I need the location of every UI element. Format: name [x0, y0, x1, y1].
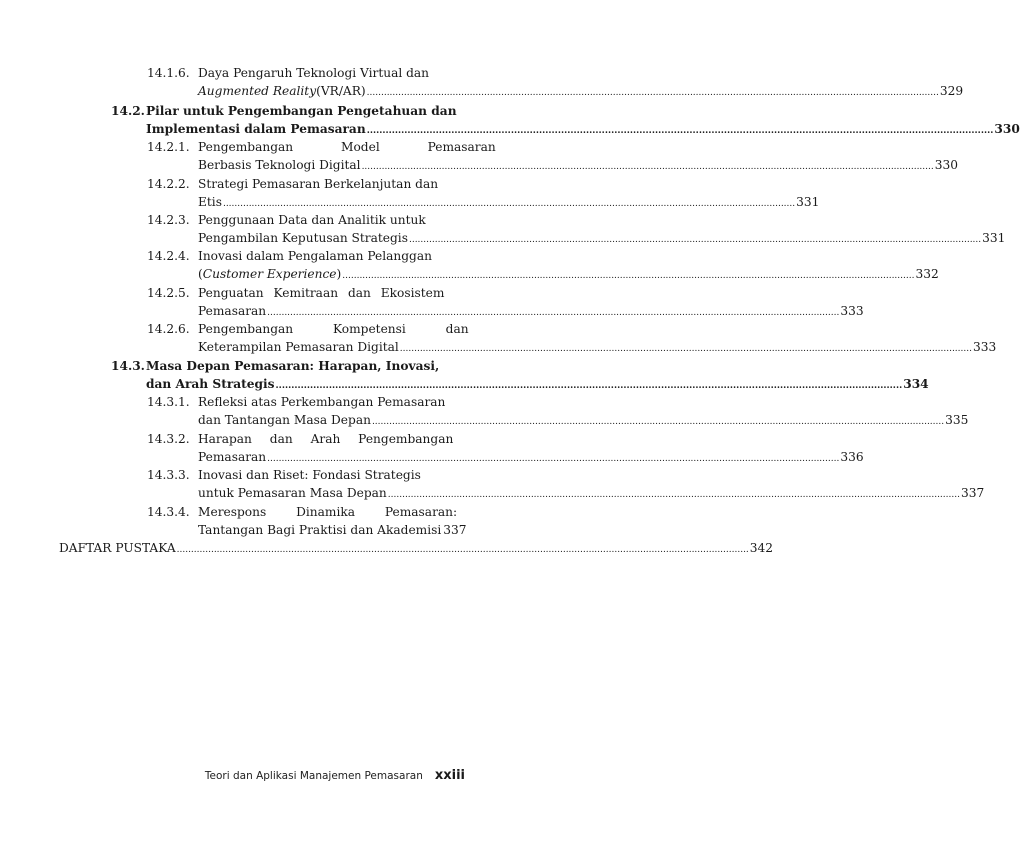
- entry-text: Pemasaran: [198, 304, 267, 318]
- toc-entry-14-2-3-line2[interactable]: [0, 229, 1006, 247]
- entry-number: 14.1.6.: [147, 66, 190, 80]
- entry-title-line1: [146, 102, 457, 120]
- footer-book-title: Teori dan Aplikasi Manajemen Pemasaran: [204, 770, 423, 782]
- entry-title-line1: [198, 284, 445, 302]
- entry-number: 14.3.: [111, 359, 145, 373]
- entry-text: Pengembangan Kompetensi dan: [198, 322, 469, 336]
- entry-number: 14.2.2.: [147, 177, 190, 191]
- entry-number: 14.3.2.: [147, 432, 190, 446]
- entry-number: 14.3.4.: [147, 505, 190, 519]
- toc-entry-14-3-1[interactable]: [0, 393, 565, 411]
- leader-dots: [372, 411, 944, 431]
- toc-entry-14-2-1-line2[interactable]: [0, 156, 958, 174]
- entry-page: 329: [939, 84, 964, 98]
- toc-entry-14-2-1[interactable]: [0, 138, 565, 156]
- leader-dots: [177, 539, 749, 559]
- entry-page: 337: [960, 486, 985, 500]
- entry-page: 331: [982, 231, 1006, 245]
- entry-text: Pengembangan Model Pemasaran: [198, 140, 496, 154]
- entry-number: 14.3.1.: [147, 395, 190, 409]
- entry-text: dan Tantangan Masa Depan: [198, 413, 371, 427]
- entry-title-line2: [146, 120, 1020, 140]
- entry-title-line1: [198, 247, 432, 265]
- leader-dots: [267, 448, 839, 468]
- toc-entry-14-3-line2[interactable]: [0, 375, 929, 393]
- entry-number: 14.2.: [111, 104, 145, 118]
- toc-entry-14-2-6-line2[interactable]: [0, 338, 997, 356]
- leader-dots: [223, 193, 795, 213]
- toc-entry-14-2-4-line2[interactable]: [0, 265, 939, 283]
- entry-title: [59, 539, 774, 559]
- toc-entry-14-1-6-line2[interactable]: [0, 82, 964, 100]
- entry-text: Penguatan Kemitraan dan Ekosistem: [198, 286, 445, 300]
- leader-dots: [362, 156, 934, 176]
- entry-page: 334: [903, 377, 929, 391]
- toc-entry-14-2-3[interactable]: [0, 211, 565, 229]
- entry-number: 14.2.4.: [147, 249, 190, 263]
- entry-text: Pemasaran: [198, 450, 267, 464]
- toc-entry-14-3-4[interactable]: [0, 503, 565, 521]
- entry-number: 14.2.1.: [147, 140, 190, 154]
- entry-title-line1: [198, 393, 446, 411]
- entry-title-line1: [198, 320, 469, 338]
- leader-dots: [388, 484, 960, 504]
- footer-page-number: xxiii: [434, 768, 465, 783]
- toc-entry-14-3-2[interactable]: [0, 430, 565, 448]
- toc-entry-14-1-6[interactable]: [0, 64, 565, 82]
- entry-page: 331: [796, 195, 820, 209]
- leader-dots: [400, 338, 972, 358]
- toc-entry-14-2-2[interactable]: [0, 175, 565, 193]
- entry-text: (VR/AR): [316, 84, 366, 98]
- entry-title-line2: [198, 82, 964, 102]
- entry-title-line1: [198, 175, 439, 193]
- toc-entry-14-2-6[interactable]: [0, 320, 565, 338]
- entry-title-line1: [198, 466, 432, 484]
- toc-entry-14-2[interactable]: [0, 102, 565, 120]
- entry-text: (: [198, 267, 203, 281]
- leader-dots: [367, 120, 994, 140]
- entry-text: Masa Depan Pemasaran: Harapan, Inovasi,: [146, 359, 440, 373]
- entry-number: 14.2.5.: [147, 286, 190, 300]
- entry-title-line2: [146, 375, 929, 395]
- leader-dots: [276, 375, 903, 395]
- toc-entry-14-3[interactable]: [0, 357, 565, 375]
- entry-title-line2: [198, 338, 997, 358]
- leader-dots: [409, 229, 981, 249]
- toc-entry-14-3-3-line2[interactable]: [0, 484, 985, 502]
- leader-dots: [367, 82, 939, 102]
- entry-page: 332: [915, 267, 939, 281]
- entry-page: 333: [840, 304, 864, 318]
- entry-text: Etis: [198, 195, 222, 209]
- entry-page: 330: [994, 122, 1020, 136]
- toc-entry-bibliography[interactable]: [0, 539, 774, 557]
- entry-title-line2: [198, 302, 864, 322]
- entry-title-line2: [198, 448, 864, 468]
- entry-text: Refleksi atas Perkembangan Pemasaran: [198, 395, 446, 409]
- entry-title-line1: [198, 430, 454, 448]
- entry-number: 14.2.6.: [147, 322, 190, 336]
- entry-page: 335: [945, 413, 969, 427]
- toc-entry-14-2-4[interactable]: [0, 247, 565, 265]
- entry-text: Merespons Dinamika Pemasaran:: [198, 505, 458, 519]
- entry-title-line2: [198, 156, 958, 176]
- entry-page: 330: [934, 158, 958, 172]
- entry-page: 336: [840, 450, 864, 464]
- entry-title-line1: [198, 503, 458, 521]
- entry-text: Tantangan Bagi Praktisi dan Akademisi: [198, 523, 442, 537]
- entry-text: Implementasi dalam Pemasaran: [146, 122, 366, 136]
- entry-number: 14.2.3.: [147, 213, 190, 227]
- entry-italic-text: Customer Experience: [202, 267, 337, 281]
- entry-page: 342: [749, 541, 774, 555]
- entry-title-line1: [198, 64, 432, 82]
- entry-title-line1: [198, 211, 432, 229]
- entry-number: 14.3.3.: [147, 468, 190, 482]
- entry-text: dan Arah Strategis: [146, 377, 275, 391]
- entry-text: Inovasi dan Riset: Fondasi Strategis: [198, 468, 421, 482]
- entry-title-line2: [198, 229, 1006, 249]
- entry-text: ): [336, 267, 342, 281]
- entry-text: untuk Pemasaran Masa Depan: [198, 486, 387, 500]
- toc-entry-14-2-5-line2[interactable]: [0, 302, 864, 320]
- toc-entry-14-2-5[interactable]: [0, 284, 565, 302]
- entry-italic-text: Augmented Reality: [198, 84, 317, 98]
- entry-page: 333: [972, 340, 997, 354]
- toc-entry-14-3-1-line2[interactable]: [0, 411, 969, 429]
- entry-text: Daya Pengaruh Teknologi Virtual dan: [198, 66, 430, 80]
- entry-text: Harapan dan Arah Pengembangan: [198, 432, 454, 446]
- entry-text: Strategi Pemasaran Berkelanjutan dan: [198, 177, 439, 191]
- page-footer: [205, 768, 465, 783]
- toc-entry-14-2-line2[interactable]: [0, 120, 1020, 138]
- entry-page: 337: [443, 523, 467, 537]
- entry-title-line2: [198, 484, 985, 504]
- entry-title-line2: [198, 193, 820, 213]
- entry-text: Pengambilan Keputusan Strategis: [198, 231, 408, 245]
- toc-entry-14-3-2-line2[interactable]: [0, 448, 864, 466]
- entry-title-line1: [146, 357, 440, 375]
- toc-entry-14-2-2-line2[interactable]: [0, 193, 820, 211]
- entry-title-line1: [198, 138, 496, 156]
- entry-text: Pilar untuk Pengembangan Pengetahuan dan: [146, 104, 457, 118]
- toc-entry-14-3-3[interactable]: [0, 466, 565, 484]
- entry-title-line2: [198, 411, 969, 431]
- toc-entry-14-3-4-line2[interactable]: [0, 521, 565, 539]
- entry-title-line2: [198, 521, 466, 541]
- entry-text: Penggunaan Data dan Analitik untuk: [198, 213, 426, 227]
- entry-text: Keterampilan Pemasaran Digital: [198, 340, 399, 354]
- entry-text: DAFTAR PUSTAKA: [59, 541, 176, 555]
- entry-text: Berbasis Teknologi Digital: [198, 158, 361, 172]
- entry-title-line2: [198, 265, 939, 285]
- leader-dots: [342, 265, 914, 285]
- leader-dots: [267, 302, 839, 322]
- entry-text: Inovasi dalam Pengalaman Pelanggan: [198, 249, 432, 263]
